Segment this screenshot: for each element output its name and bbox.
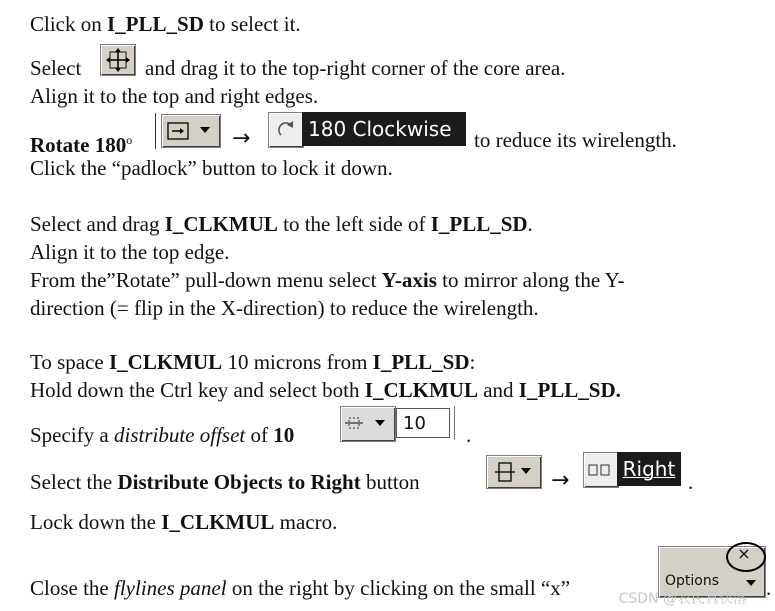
toolbar-separator (454, 406, 455, 440)
macro-name: I_PLL_SD (107, 12, 204, 36)
chevron-down-icon (375, 420, 385, 426)
chevron-down-icon (521, 468, 531, 474)
instruction-offset: Specify a distribute offset of 10 (30, 423, 295, 447)
rotate-180-clockwise-menu-item[interactable]: 180 Clockwise (302, 112, 466, 146)
instruction-rotate: Rotate 180$^o$ (30, 133, 133, 157)
instruction-lock-clkmul: Lock down the I_CLKMUL macro. (30, 510, 338, 534)
close-icon[interactable]: × (737, 544, 751, 563)
rotate-clockwise-icon (269, 113, 303, 147)
instruction-spacing: To space I_CLKMUL 10 microns from I_PLL_SD: (30, 350, 476, 374)
distribute-right-icon (584, 453, 618, 487)
distribute-dropdown-button[interactable] (486, 455, 542, 489)
instruction-distribute-end: . (688, 470, 694, 494)
toolbar-separator (155, 113, 156, 149)
instruction-move: Select (30, 56, 82, 80)
instruction-close-end: . (766, 576, 772, 600)
chevron-down-icon (200, 127, 210, 133)
move-icon (101, 45, 135, 75)
instruction-distribute: Select the Distribute Objects to Right button (30, 470, 420, 494)
instruction-rotate-rest: to reduce its wirelength. (474, 128, 677, 152)
instruction-align-top: Align it to the top edge. (30, 240, 230, 264)
instruction-drag-clkmul: Select and drag I_CLKMUL to the left side of I_PLL_SD. (30, 212, 533, 236)
instruction-align: Align it to the top and right edges. (30, 84, 319, 108)
distribute-icon (487, 456, 541, 488)
offset-input[interactable]: 10 (396, 408, 450, 438)
instruction-mirror: From the”Rotate” pull-down menu select Y-axis to mirror along the Y- (30, 268, 625, 292)
distribute-right-menu-item[interactable]: Right (617, 452, 681, 486)
arrow-icon: → (232, 126, 251, 151)
arrow-icon: → (551, 468, 570, 493)
instruction-mirror-cont: direction (= flip in the X-direction) to reduce the wirelength. (30, 296, 539, 320)
instruction-close-flylines: Close the flylines panel on the right by clicking on the small “x” (30, 576, 571, 600)
instruction-padlock: Click the “padlock” button to lock it down. (30, 156, 393, 180)
distribute-offset-dropdown[interactable] (340, 406, 396, 442)
move-tool-button[interactable] (100, 44, 136, 76)
distribute-offset-icon (341, 407, 395, 441)
instruction-offset-end: . (466, 423, 472, 447)
distribute-right-icon-tile (583, 452, 619, 488)
instruction-select-pll: Click on I_PLL_SD to select it. (30, 12, 301, 36)
watermark: CSDN @农民真快落 (618, 591, 747, 607)
rotate-dropdown-button[interactable] (161, 114, 221, 148)
instruction-move-rest: and drag it to the top-right corner of the core area. (145, 56, 566, 80)
instruction-ctrl-select: Hold down the Ctrl key and select both I_CLKMUL and I_PLL_SD. (30, 378, 621, 402)
options-label: Options (665, 573, 720, 589)
rotate-cw-icon-tile (268, 112, 304, 148)
rotate-icon (162, 115, 220, 147)
